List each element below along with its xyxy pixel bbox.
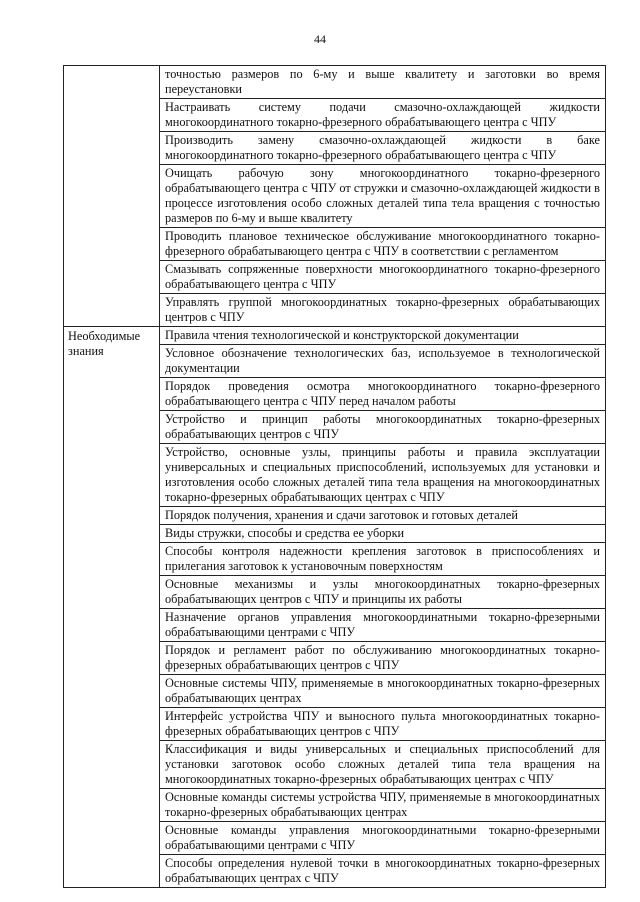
table-cell-item: Основные команды системы устройства ЧПУ, применяемые в многокоординатных токарно-фрезерных обрабатывающих центрах	[160, 789, 606, 822]
table-cell-item: Устройство, основные узлы, принципы работы и правила эксплуатации универсальных и специальных приспособлений, используемых для установки и изготовления особо сложных деталей типа тела вращения на многокоординатных токарно-фрезерных обрабатывающих центрах с ЧПУ	[160, 444, 606, 507]
table-cell-item: Основные механизмы и узлы многокоординатных токарно-фрезерных обрабатывающих центров с ЧПУ и принципы их работы	[160, 576, 606, 609]
requirements-table-body	[64, 66, 606, 888]
table-cell-item: Производить замену смазочно-охлаждающей жидкости в баке многокоординатного токарно-фрезерного обрабатывающего центра с ЧПУ	[160, 132, 606, 165]
table-cell-item: Порядок и регламент работ по обслуживанию многокоординатных токарно-фрезерных обрабатывающих центров с ЧПУ	[160, 642, 606, 675]
table-cell-item: Проводить плановое техническое обслуживание многокоординатного токарно-фрезерного обрабатывающего центра с ЧПУ в соответствии с регламентом	[160, 228, 606, 261]
requirements-table	[63, 65, 606, 888]
table-cell-item: Назначение органов управления многокоординатными токарно-фрезерными обрабатывающими центрами с ЧПУ	[160, 609, 606, 642]
table-cell-item: Порядок получения, хранения и сдачи заготовок и готовых деталей	[160, 507, 606, 525]
table-cell-item: Виды стружки, способы и средства ее уборки	[160, 525, 606, 543]
table-cell-item: Управлять группой многокоординатных токарно-фрезерных обрабатывающих центров с ЧПУ	[160, 294, 606, 327]
table-cell-item: Основные системы ЧПУ, применяемые в многокоординатных токарно-фрезерных обрабатывающих центрах	[160, 675, 606, 708]
table-cell-item: Условное обозначение технологических баз, используемое в технологической документации	[160, 345, 606, 378]
table-cell-item: Устройство и принцип работы многокоординатных токарно-фрезерных обрабатывающих центров с ЧПУ	[160, 411, 606, 444]
table-cell-item: точностью размеров по 6-му и выше квалитету и заготовки во время переустановки	[160, 66, 606, 99]
table-row	[64, 327, 606, 345]
table-cell-item: Смазывать сопряженные поверхности многокоординатного токарно-фрезерного обрабатывающего центра с ЧПУ	[160, 261, 606, 294]
table-cell-item: Способы контроля надежности крепления заготовок в приспособлениях и прилегания заготовок к установочным поверхностям	[160, 543, 606, 576]
table-cell-item: Порядок проведения осмотра многокоординатного токарно-фрезерного обрабатывающего центра с ЧПУ перед началом работы	[160, 378, 606, 411]
table-cell-item: Классификация и виды универсальных и специальных приспособлений для установки заготовок особо сложных деталей типа тела вращения на многокоординатных токарно-фрезерных обрабатывающих центрах с ЧПУ	[160, 741, 606, 789]
table-cell-item: Правила чтения технологической и конструкторской документации	[160, 327, 606, 345]
section-label-cell: Необходимые знания	[64, 327, 160, 888]
page-number: 44	[314, 32, 326, 46]
section-label-cell	[64, 66, 160, 327]
table-cell-item: Основные команды управления многокоординатными токарно-фрезерными обрабатывающими центрами с ЧПУ	[160, 822, 606, 855]
table-row	[64, 66, 606, 99]
table-cell-item: Интерфейс устройства ЧПУ и выносного пульта многокоординатных токарно-фрезерных обрабатывающих центров с ЧПУ	[160, 708, 606, 741]
table-cell-item: Настраивать систему подачи смазочно-охлаждающей жидкости многокоординатного токарно-фрезерного обрабатывающего центра с ЧПУ	[160, 99, 606, 132]
table-cell-item: Очищать рабочую зону многокоординатного токарно-фрезерного обрабатывающего центра с ЧПУ от стружки и смазочно-охлаждающей жидкости в процессе изготовления особо сложных деталей типа тела вращения с точностью размеров по 6-му и выше квалитету	[160, 165, 606, 228]
table-cell-item: Способы определения нулевой точки в многокоординатных токарно-фрезерных обрабатывающих центрах с ЧПУ	[160, 855, 606, 888]
